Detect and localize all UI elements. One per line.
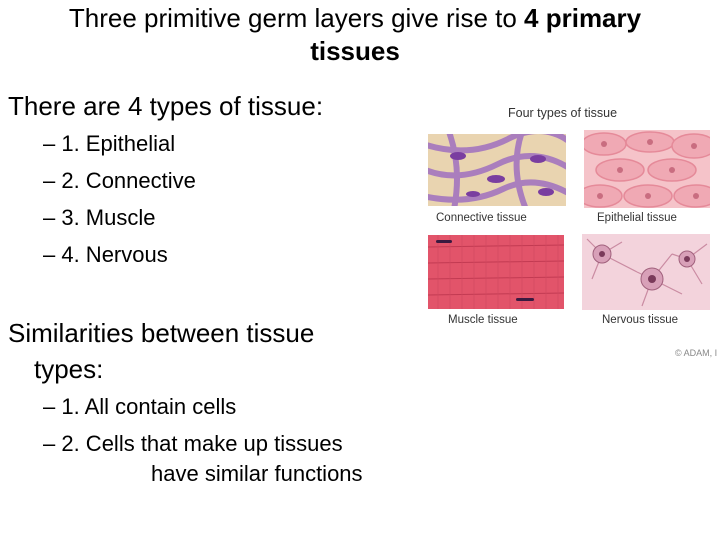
- copyright-text: © ADAM, I: [675, 348, 718, 358]
- caption-connective: Connective tissue: [436, 212, 527, 224]
- title-normal: Three primitive germ layers give rise to: [68, 3, 525, 33]
- slide-title: [0, 2, 710, 68]
- muscle-tissue-image: [428, 235, 564, 309]
- tissue-figure: [420, 100, 720, 370]
- similarities-heading: Similarities between tissue: [8, 318, 315, 348]
- epithelial-tissue-image: [584, 130, 710, 208]
- type-item-muscle: – 3. Muscle: [43, 205, 156, 230]
- similarities-heading-cont: types:: [34, 354, 104, 384]
- type-item-connective: – 2. Connective: [43, 168, 196, 193]
- title-bold: 4 primary: [524, 3, 642, 33]
- type-item-epithelial: – 1. Epithelial: [43, 131, 176, 156]
- similarity-item-functions-cont: have similar functions: [151, 461, 363, 486]
- types-heading: There are 4 types of tissue:: [8, 91, 324, 121]
- nervous-tissue-image: [582, 234, 710, 310]
- connective-tissue-image: [428, 134, 566, 206]
- figure-title: Four types of tissue: [508, 106, 618, 120]
- similarity-item-cells: – 1. All contain cells: [43, 394, 237, 419]
- similarity-item-functions: – 2. Cells that make up tissues: [43, 431, 343, 456]
- caption-muscle: Muscle tissue: [448, 314, 518, 326]
- caption-nervous: Nervous tissue: [602, 314, 679, 326]
- title-line2: tissues: [310, 36, 400, 66]
- caption-epithelial: Epithelial tissue: [597, 212, 677, 224]
- type-item-nervous: – 4. Nervous: [43, 242, 168, 267]
